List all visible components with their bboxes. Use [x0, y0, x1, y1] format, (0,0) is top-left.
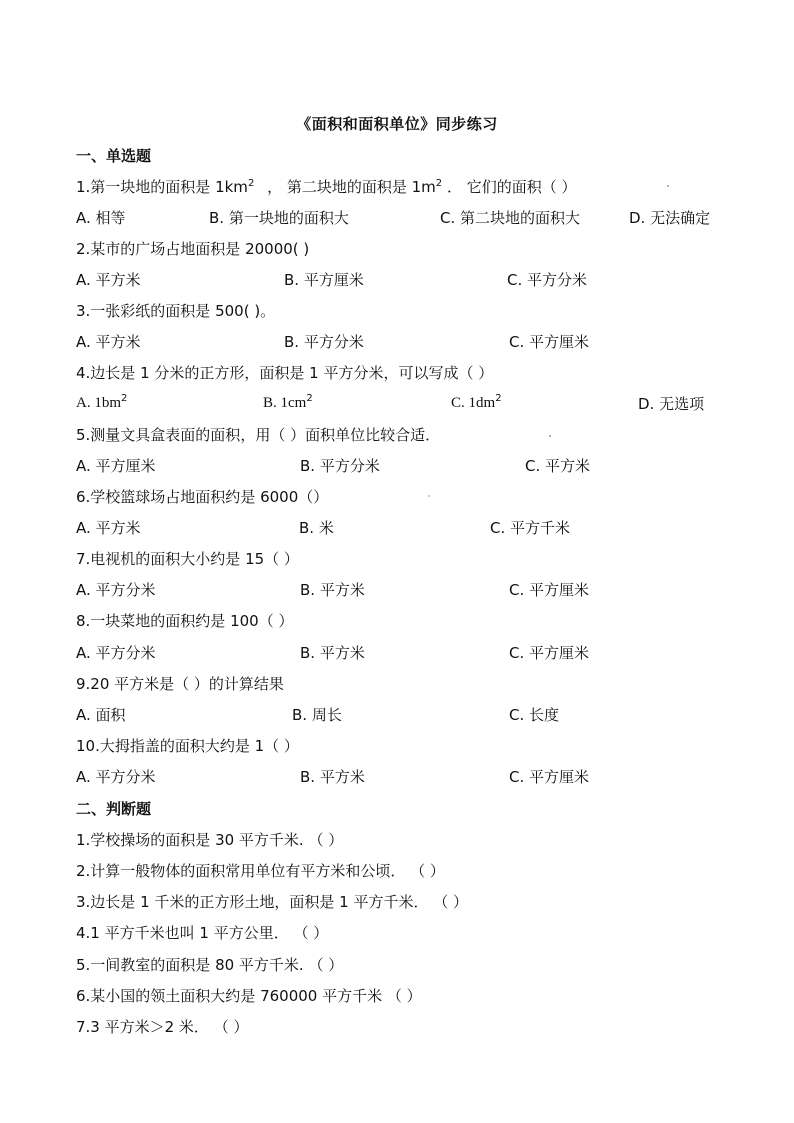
- question-4-option-a-exponent: 2: [121, 393, 128, 404]
- question-3: 3.一张彩纸的面积是 500( )。: [76, 302, 276, 320]
- question-2-option-c: C. 平方分米: [507, 271, 588, 289]
- question-4: 4.边长是 1 分米的正方形，面积是 1 平方分米，可以写成（ ）: [76, 364, 494, 382]
- question-4-option-c-exponent: 2: [495, 393, 502, 404]
- question-8-option-a: A. 平方分米: [76, 644, 156, 662]
- question-1-exponent-1: 2: [247, 178, 255, 189]
- question-3-option-c: C. 平方厘米: [509, 333, 590, 351]
- question-2-option-a: A. 平方米: [76, 271, 141, 289]
- question-2: 2.某市的广场占地面积是 20000( ): [76, 240, 310, 258]
- question-10-option-c: C. 平方厘米: [509, 768, 590, 786]
- question-9: 9.20 平方米是（ ）的计算结果: [76, 675, 284, 693]
- question-8-option-c: C. 平方厘米: [509, 644, 590, 662]
- question-3-option-b: B. 平方分米: [284, 333, 364, 351]
- question-6: 6.学校篮球场占地面积约是 6000（）: [76, 488, 329, 506]
- question-1-option-d: D. 无法确定: [629, 209, 711, 227]
- question-9-option-a: A. 面积: [76, 706, 126, 724]
- question-5: 5.测量文具盒表面的面积，用（ ）面积单位比较合适．: [76, 426, 441, 444]
- question-6-option-c: C. 平方千米: [490, 519, 571, 537]
- question-6-option-b: B. 米: [299, 519, 334, 537]
- question-10-option-b: B. 平方米: [300, 768, 365, 786]
- judge-item-2: 2.计算一般物体的面积常用单位有平方米和公顷． （ ）: [76, 862, 445, 880]
- question-4-option-b-exponent: 2: [306, 393, 313, 404]
- question-5-option-a: A. 平方厘米: [76, 457, 156, 475]
- question-1-middle: ， 第二块地的面积是 1m: [267, 178, 436, 196]
- question-8: 8.一块菜地的面积约是 100（ ）: [76, 612, 294, 630]
- question-7-option-c: C. 平方厘米: [509, 581, 590, 599]
- question-4-option-a: [76, 393, 127, 412]
- question-5-option-b: B. 平方分米: [300, 457, 380, 475]
- question-9-option-b: B. 周长: [292, 706, 342, 724]
- question-8-option-b: B. 平方米: [300, 644, 365, 662]
- question-1-option-b: B. 第一块地的面积大: [209, 209, 349, 227]
- question-2-option-b: B. 平方厘米: [284, 271, 364, 289]
- question-7-option-a: A. 平方分米: [76, 581, 156, 599]
- question-4-option-b: [263, 393, 313, 412]
- question-7: 7.电视机的面积大小约是 15（ ）: [76, 550, 299, 568]
- question-7-option-b: B. 平方米: [300, 581, 365, 599]
- judge-item-6: 6.某小国的领土面积大约是 760000 平方千米 （ ）: [76, 987, 422, 1005]
- question-10: 10.大拇指盖的面积大约是 1（ ）: [76, 737, 299, 755]
- question-1-prefix: 1.第一块地的面积是 1km: [76, 178, 248, 196]
- question-1-exponent-2: 2: [435, 178, 443, 189]
- question-1: [76, 176, 577, 197]
- question-4-option-a-text: A. 1bm: [76, 395, 121, 411]
- judge-item-4: 4.1 平方千米也叫 1 平方公里． （ ）: [76, 924, 329, 942]
- stray-dot: [428, 495, 430, 497]
- question-3-option-a: A. 平方米: [76, 333, 141, 351]
- question-4-option-c-text: C. 1dm: [451, 395, 496, 411]
- stray-dot: [549, 435, 551, 437]
- judge-item-3: 3.边长是 1 千米的正方形土地，面积是 1 平方千米． （ ）: [76, 893, 469, 911]
- question-1-option-a: A. 相等: [76, 209, 126, 227]
- question-5-option-c: C. 平方米: [525, 457, 591, 475]
- judge-item-1: 1.学校操场的面积是 30 平方千米. （ ）: [76, 831, 344, 849]
- question-6-option-a: A. 平方米: [76, 519, 141, 537]
- section-heading-single-choice: 一、单选题: [76, 147, 152, 165]
- question-10-option-a: A. 平方分米: [76, 768, 156, 786]
- question-4-option-b-text: B. 1cm: [263, 395, 307, 411]
- question-1-option-c: C. 第二块地的面积大: [440, 209, 581, 227]
- judge-item-7: 7.3 平方米＞2 米． （ ）: [76, 1018, 249, 1036]
- page-title: 《面积和面积单位》同步练习: [296, 115, 498, 133]
- question-4-option-c: [451, 393, 502, 412]
- question-4-option-d: D. 无选项: [638, 395, 705, 413]
- section-heading-true-false: 二、判断题: [76, 800, 152, 818]
- question-1-suffix: ． 它们的面积（ ）: [446, 178, 577, 196]
- stray-dot: [667, 185, 669, 187]
- question-9-option-c: C. 长度: [509, 706, 560, 724]
- judge-item-5: 5.一间教室的面积是 80 平方千米. （ ）: [76, 956, 344, 974]
